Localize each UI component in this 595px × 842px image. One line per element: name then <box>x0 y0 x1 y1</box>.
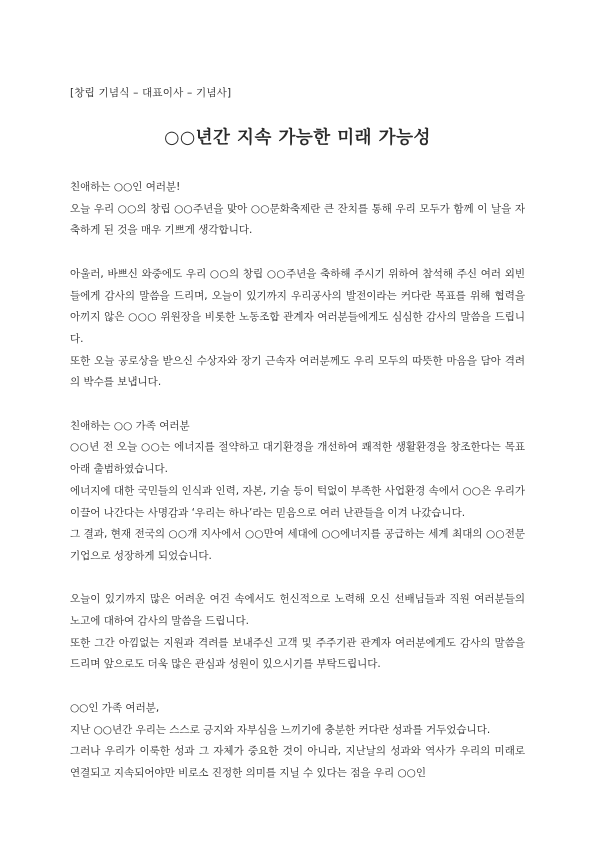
paragraph-gap <box>70 394 525 416</box>
paragraph: 오늘이 있기까지 많은 어려운 여건 속에서도 헌신적으로 노력해 오신 선배님들과 직원 여러분들의 노고에 대하여 감사의 말씀을 드립니다. <box>70 593 525 628</box>
paragraph: 또한 그간 아낌없는 지원과 격려를 보내주신 고객 및 주주기관 관계자 여러분에게도 감사의 말씀을 드리며 앞으로도 더욱 많은 관심과 성원이 있으시기를 부탁드립니다. <box>70 636 525 671</box>
paragraph-gap <box>70 242 525 264</box>
paragraph-gap <box>70 676 525 698</box>
paragraph: 에너지에 대한 국민들의 인식과 인력, 자본, 기술 등이 턱없이 부족한 사업환경 속에서 ○○은 우리가 이끌어 나간다는 사명감과 ‘우리는 하나’라는 믿음으로 여러 난관들을 이겨 나갔습니다. <box>70 484 525 519</box>
section-greeting: ○○인 가족 여러분, <box>70 701 160 714</box>
section-greeting: 친애하는 ○○ 가족 여러분 <box>70 419 190 432</box>
body-text <box>70 177 525 785</box>
paragraph-gap <box>70 568 525 590</box>
paragraph: 오늘 우리 ○○의 창립 ○○주년을 맞아 ○○문화축제란 큰 잔치를 통해 우리 모두가 함께 이 날을 자축하게 된 것을 매우 기쁘게 생각합니다. <box>70 202 525 237</box>
paragraph: ○○년 전 오늘 ○○는 에너지를 절약하고 대기환경을 개선하여 쾌적한 생활환경을 창조한다는 목표 아래 출범하였습니다. <box>70 441 525 476</box>
header-tag: [창립 기념식 – 대표이사 – 기념사] <box>70 87 232 99</box>
paragraph: 지난 ○○년간 우리는 스스로 긍지와 자부심을 느끼기에 충분한 커다란 성과를 거두었습니다. <box>70 723 491 736</box>
paragraph: 아울러, 바쁘신 와중에도 우리 ○○의 창립 ○○주년을 축하해 주시기 위하여 참석해 주신 여러 외빈들에게 감사의 말씀을 드리며, 오늘이 있기까지 우리공사의 발전이라는 커다란 목표를 위해 협력을 아끼지 않은 ○○○ 위원장을 비롯한 노동조합 관계자 여러분들에게도 심심한 감사의 말씀을 드립니다. <box>70 267 525 345</box>
paragraph: 그 결과, 현재 전국의 ○○개 지사에서 ○○만여 세대에 ○○에너지를 공급하는 세계 최대의 ○○전문기업으로 성장하게 되었습니다. <box>70 528 525 562</box>
paragraph: 그러나 우리가 이룩한 성과 그 자체가 중요한 것이 아니라, 지난날의 성과와 역사가 우리의 미래로 연결되고 지속되어야만 비로소 진정한 의미를 지닐 수 있다는 점을 우리 ○○인 <box>70 745 525 779</box>
greeting: 친애하는 ○○인 여러분! <box>70 181 181 193</box>
paragraph: 또한 오늘 공로상을 받으신 수상자와 장기 근속자 여러분께도 우리 모두의 따뜻한 마음을 담아 격려의 박수를 보냅니다. <box>70 354 525 389</box>
page-title: ○○년간 지속 가능한 미래 가능성 <box>164 128 431 148</box>
